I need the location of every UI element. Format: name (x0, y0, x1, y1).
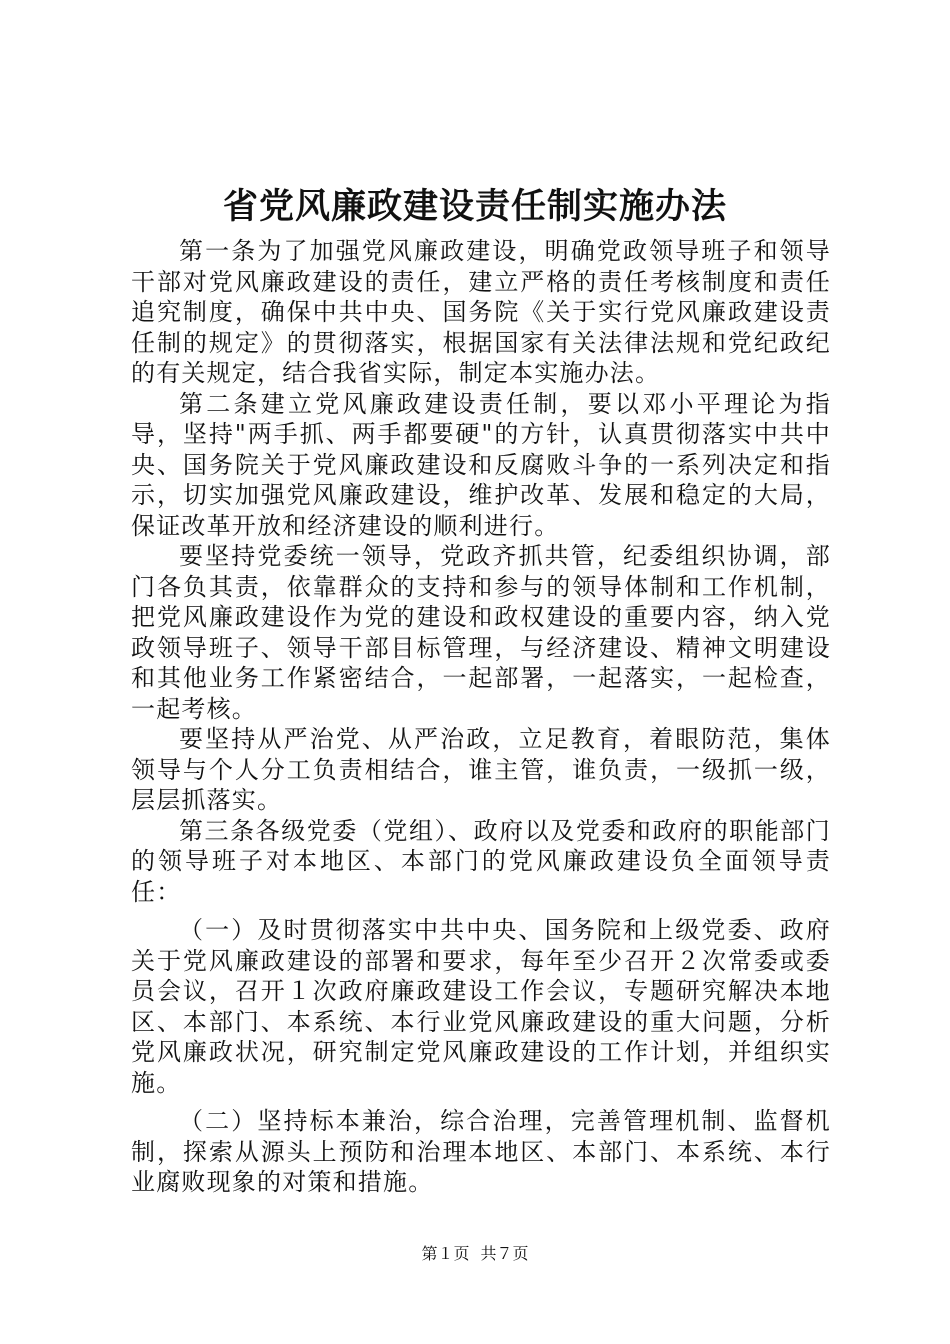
paragraph-article-3: 第三条各级党委（党组）、政府以及党委和政府的职能部门的领导班子对本地区、本部门的党风廉政建设负全面领导责任： (131, 816, 831, 906)
paragraph-article-2: 第二条建立党风廉政建设责任制，要以邓小平理论为指导，坚持"两手抓、两手都要硬"的方针，认真贯彻落实中共中央、国务院关于党风廉政建设和反腐败斗争的一系列决定和指示，切实加强党风廉政建设，维护改革、发展和稳定的大局，保证改革开放和经济建设的顺利进行。 (131, 389, 831, 540)
paragraph-item-1: （一）及时贯彻落实中共中央、国务院和上级党委、政府关于党风廉政建设的部署和要求，每年至少召开２次常委或委员会议，召开１次政府廉政建设工作会议，专题研究解决本地区、本部门、本系统、本行业党风廉政建设的重大问题，分析党风廉政状况，研究制定党风廉政建设的工作计划，并组织实施。 (131, 916, 831, 1097)
page-footer (0, 1242, 950, 1266)
document-body (131, 236, 831, 1198)
paragraph-leadership-system: 要坚持党委统一领导，党政齐抓共管，纪委组织协调，部门各负其责，依靠群众的支持和参与的领导体制和工作机制，把党风廉政建设作为党的建设和政权建设的重要内容，纳入党政领导班子、领导干部目标管理，与经济建设、精神文明建设和其他业务工作紧密结合，一起部署，一起落实，一起检查，一起考核。 (131, 542, 831, 723)
paragraph-article-1: 第一条为了加强党风廉政建设，明确党政领导班子和领导干部对党风廉政建设的责任，建立严格的责任考核制度和责任追究制度，确保中共中央、国务院《关于实行党风廉政建设责任制的规定》的贯彻落实，根据国家有关法律法规和党纪政纪的有关规定，结合我省实际，制定本实施办法。 (131, 237, 831, 387)
page-total: 共７页 (480, 1244, 529, 1263)
paragraph-item-2: （二）坚持标本兼治，综合治理，完善管理机制、监督机制，探索从源头上预防和治理本地区、本部门、本系统、本行业腐败现象的对策和措施。 (131, 1107, 831, 1196)
document-title: 省党风廉政建设责任制实施办法 (222, 186, 727, 227)
paragraph-strict-governance: 要坚持从严治党、从严治政，立足教育，着眼防范，集体领导与个人分工负责相结合，谁主管，谁负责，一级抓一级，层层抓落实。 (131, 725, 831, 814)
page-number: 第１页 (421, 1244, 470, 1263)
